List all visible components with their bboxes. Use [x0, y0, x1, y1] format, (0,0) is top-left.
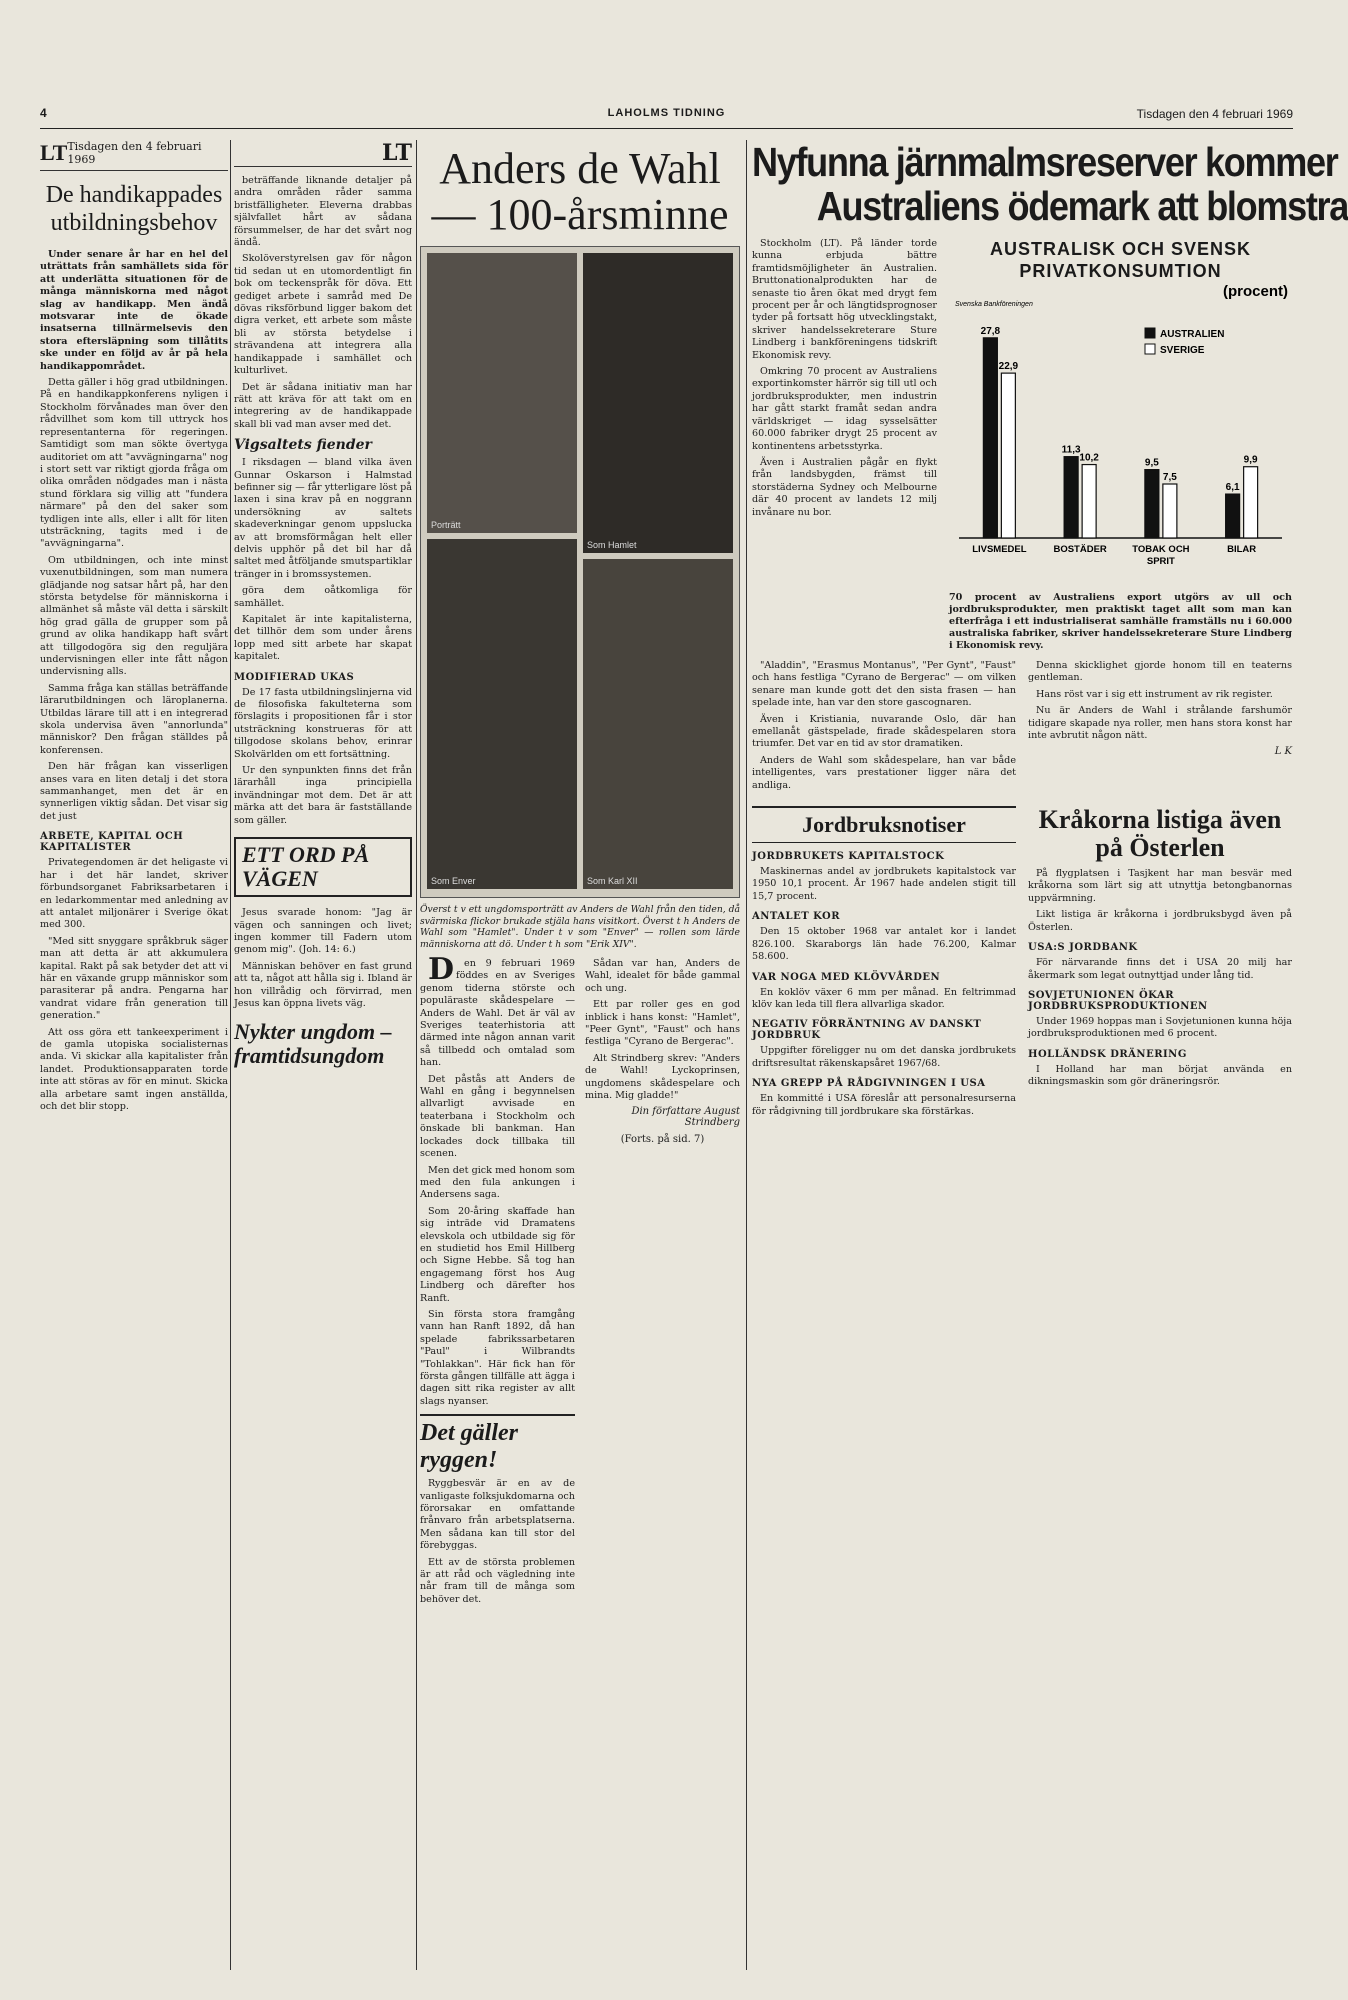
wahl-continued: "Aladdin", "Erasmus Montanus", "Per Gynt", "Faust" och hans festliga "Cyrano de Bergerac" — om vilken senare man kunde gott det den sista frasen — han spelade inte, han var den store gascognaren. [752, 660, 1016, 709]
editorial-headline: De handikappades utbildningsbehov [45, 182, 223, 236]
bar [1001, 373, 1015, 538]
chart-svg [949, 282, 1292, 582]
bar-value-label: 9,5 [1144, 457, 1159, 469]
australia-headline-2: Australiens ödemark att blomstra [816, 183, 1348, 229]
chart-caption: 70 procent av Australiens export utgörs av ull och jordbruksprodukter, men praktiskt taget allt som man kan efterfråga i ett industrialiserat samhälle framställs nu i 60.000 australiska fabriker, skriver handelssekreterare Sture Lindberg i Ekonomisk revy. [949, 592, 1292, 651]
editorial-paragraph: göra dem oåtkomliga för samhället. [234, 585, 412, 609]
bar-value-label: 27,8 [980, 325, 1001, 337]
bar [983, 338, 997, 538]
wahl-continued: Hans röst var i sig ett instrument av rik register. [1036, 688, 1273, 700]
editorial-paragraph: beträffande liknande detaljer på andra områden råder samma bristfälligheter. Eleverna drabbas självfallet hårt av sådana försummelser, de har det svårt nog ändå. [234, 175, 412, 249]
ett-ord-box: ETT ORD PÅ VÄGEN [234, 837, 412, 897]
editorial-paragraph: Det är sådana initiativ man har rätt att kräva för att takt om en integrering av de handikappade skall bli vad man avser med det. [234, 381, 412, 430]
legend-swatch [1145, 328, 1155, 338]
wahl-continued: Även i Kristiania, nuvarande Oslo, där han emellanåt gästspelade, firade skådespelaren stora triumfer. Det var en tid av stor dramatiken. [752, 713, 1016, 750]
category-label: SPRIT [1146, 556, 1175, 567]
category-label: TOBAK OCH [1132, 544, 1190, 555]
legend-label: AUSTRALIEN [1160, 329, 1225, 340]
krakor-headline: Kråkorna listiga även på Österlen [1038, 805, 1282, 863]
bar-value-label: 9,9 [1243, 454, 1258, 466]
ryggen-paragraph: Ryggbesvär är en av de vanligaste folksjukdomarna och förorsakar en omfattande frånvaro från arbetsplatserna. Men sådana kan till stor del förebyggas. [420, 1478, 575, 1552]
legend-label: SVERIGE [1160, 345, 1205, 356]
editorial-paragraph: Kapitalet är inte kapitalisterna, det tillhör dem som under årens lopp med sitt arbete har skapat kapitalet. [234, 614, 412, 663]
jordbruk-sub: NYA GREPP PÅ RÅDGIVNINGEN I USA [752, 1078, 986, 1090]
hamlet-photo [583, 253, 733, 553]
editorial-paragraph: Att oss göra ett tankeexperiment i de gamla utopiska socialisternas anda. Vi skickar alla kapitalister från landet. Produktionsapparaten torde inte att störas av för en minut. Skicka alla arbetare samt ingen anställda, och det blir stopp. [40, 1026, 228, 1112]
gäller-ryggen-box [420, 1414, 575, 1606]
jordbruk-sub: JORDBRUKETS KAPITALSTOCK [752, 851, 945, 863]
karl-photo [583, 559, 733, 889]
editorial-column [40, 140, 228, 1117]
krakor-paragraph: Likt listiga är kråkorna i jordbruksbygd även på Österlen. [1028, 909, 1292, 933]
enver-photo [427, 539, 577, 889]
australia-upper [752, 238, 1292, 652]
wahl-paragraph: Sådan var han, Anders de Wahl, idealet för både gammal och ung. [585, 958, 740, 994]
subheading-arbete: ARBETE, KAPITAL OCH KAPITALISTER [40, 831, 184, 854]
photo-label: Som Enver [431, 876, 476, 886]
jordbruk-paragraph: Uppgifter föreligger nu om det danska jordbrukets driftsresultat räkenskapsåret 1967/68. [752, 1045, 1016, 1069]
nykter-heading: Nykter ungdom – framtidsungdom [234, 1019, 392, 1069]
continued-note: (Forts. på sid. 7) [620, 1134, 705, 1146]
legend-swatch [1145, 344, 1155, 354]
paper-name: LAHOLMS TIDNING [607, 107, 726, 119]
devotional-paragraph: Människan behöver en fast grund att ta, något att hålla sig i. Ibland är hon villrådig och förvirrad, men Jesus kan öppna livets väg. [234, 960, 412, 1009]
photo-caption: Överst t v ett ungdomsporträtt av Anders de Wahl från den tiden, då svärmiska flickor brukade stjäla hans visitkort. Överst t h Anders de Wahl som "Hamlet". Under t v som "Enver" — rollen som lärde människorna att dö. Under t h som "Erik XIV". [420, 904, 740, 950]
krakor-box [1028, 806, 1292, 1122]
krakor-paragraph: För närvarande finns det i USA 20 milj har åkermark som legat outnyttjad under lång tid. [1028, 957, 1292, 981]
wahl-paragraph: Ett par roller ges en god inblick i hans konst: "Hamlet", "Peer Gynt", "Faust" och hans festliga "Cyrano de Bergerac". [585, 999, 740, 1048]
subheading-ukas: MODIFIERAD UKAS [234, 671, 355, 683]
bar-value-label: 6,1 [1225, 482, 1240, 494]
consumption-chart [949, 238, 1292, 652]
jordbruk-paragraph: En koklöv växer 6 mm per månad. En feltrimmad klöv kan leda till flera allvarliga skador. [752, 986, 1016, 1010]
column-rule [230, 140, 231, 1970]
wahl-continued: Anders de Wahl som skådespelare, han var både intelligentes, vars prestationer ligger nära det andliga. [752, 754, 1016, 791]
bar-value-label: 11,3 [1061, 444, 1081, 456]
editorial-column-2 [234, 140, 412, 1068]
jordbruk-sub: ANTALET KOR [752, 911, 841, 923]
australia-paragraph: Även i Australien pågår en flykt från landsbygden, främst till storstäderna Sydney och Melbourne där 40 procent av landets 12 milj invånare nu bor. [752, 456, 937, 518]
australia-lede-column [752, 238, 937, 652]
lk-signature: L K [1274, 746, 1292, 758]
wahl-paragraph: Det påstås att Anders de Wahl en gång i begynnelsen allvarligt avvisade en teaterbana i Stockholm och önskade bli bankman. Han lockades dock tillbaka till scenen. [420, 1073, 575, 1160]
continuation-col-a [752, 660, 1016, 796]
wahl-paragraph: Den 9 februari 1969 föddes en av Sveriges genom tiderna störste och populäraste skådespelare — Anders de Wahl. Det är väl av Sveriges teaterhistoria att därmed inte någon annan varit så tillbedd och omtalad som han. [420, 952, 575, 1069]
chart-source: Svenska Bankföreningen [955, 301, 1033, 308]
wahl-continued: Denna skicklighet gjorde honom till en teaterns gentleman. [1028, 660, 1292, 684]
wahl-article [420, 140, 740, 1610]
editorial-intro: Under senare år har en hel del uträttats från samhällets sida för att underlätta situationen för de många människorna med något slag av handikapp. Men ändå motsvarar inte de ökade insatserna tillnärmelsevis den stora eftersläpning som tillåtits ske under en följd av år på hela handikappområdet. [40, 249, 228, 372]
ryggen-headline: Det gäller ryggen! [420, 1420, 518, 1474]
editorial-paragraph: Den här frågan kan visserligen anses vara en liten detalj i det stora sammanhanget, men det är en synnerligen viktig sådan. Det visar sig det just [40, 761, 228, 822]
wahl-paragraph: Sin första stora framgång vann han Ranft 1892, då han spelade fabrikssarbetaren "Paul" i Wilbrandts "Tohlakkan". Här fick han för första gången tillfälle att ägga i dagen sitt rika register av allt slags nyanser. [420, 1308, 575, 1407]
krakor-paragraph: Under 1969 hoppas man i Sovjetunionen kunna höja jordbruksproduktionen med 6 procent. [1028, 1015, 1292, 1040]
wahl-headline: Anders de Wahl — 100-årsminne [431, 144, 729, 239]
chart-unit-label: (procent) [1223, 283, 1288, 300]
wahl-body [420, 952, 740, 1610]
jordbruk-paragraph: En kommitté i USA föreslår att personalresurserna för rådgivning till jordbrukare ska förstärkas. [752, 1093, 1016, 1117]
lt-logo: LT [40, 140, 68, 165]
category-label: BOSTÄDER [1053, 544, 1107, 555]
editorial-paragraph: Om utbildningen, och inte minst vuxenutbildningen, som man numera glädjande nog satsar hårt på, har den största betydelse för människorna i allmänhet så måste väl detta i särskilt hög grad gälla de grupper som på grund av olika handikapp haft svårt att tillgodogöra sig den reguljära undervisningen eller inte fått någon undervisning alls. [40, 554, 228, 678]
strindberg-signature: Din författare August Strindberg [631, 1106, 740, 1129]
editorial-paragraph: Samma fråga kan ställas beträffande lärarutbildningen och läroplanerna. Utbildas lärare till att i en integrerad skola undervisa även "annorlunda" människor? Den frågan ställdes på konferensen. [40, 682, 228, 756]
editorial-paragraph: Skolöverstyrelsen gav för någon tid sedan ut en utomordentligt fin bok om teckenspråk för döva. Ett gediget arbete i samråd med De dövas riksförbund ligger bakom det digra verket, ett arbete som måste bli av största betydelse i strävandena att integrera alla handikappade i samhället och kulturlivet. [234, 253, 412, 377]
lt-logo-right [234, 140, 412, 167]
jordbruk-paragraph: Maskinernas andel av jordbrukets kapitalstock var 1950 10,1 procent. År 1967 hade andelen stigit till 15,7 procent. [752, 866, 1016, 902]
jordbruk-headline: Jordbruksnotiser [752, 806, 1016, 843]
photo-collage [420, 246, 740, 898]
page-number: 4 [40, 106, 47, 120]
jordbruk-box [752, 806, 1016, 1122]
wahl-col-b [585, 958, 740, 1610]
krakor-sub: USA:S JORDBANK [1028, 942, 1138, 954]
editorial-paragraph: Detta gäller i hög grad utbildningen. På en handikappkonferens nyligen i Stockholm förvånades man över den rådvillhet som kom till uttryck hos representanterna för regeringen. Samtidigt som man sökte övertyga auditoriet om att "avvägningarna" nog i stort sett var riktigt gjorda fråga om olika områden nödgades man i nästa stund förklara sig villig att "fundera närmare" på den del saker som tydligen inte alls, eller i allt för liten utsträckning, tagits med i de "avvägningarna". [40, 377, 228, 550]
bar [1226, 494, 1240, 538]
photo-label: Som Karl XII [587, 876, 638, 886]
subheading-vigsalt: Vigsaltets fiender [234, 437, 372, 454]
jordbruk-sub: VAR NOGА MED KLÖVVÅRDEN [752, 971, 941, 983]
lt-strip [40, 140, 228, 171]
editorial-paragraph: Ur den synpunkten finns det från lärarhåll inga principiella invändningar mot dem. Det är att märka att det bara är fastställande som gäller. [234, 765, 412, 826]
jordbruk-paragraph: Den 15 oktober 1968 var antalet kor i landet 826.100. Skaraborgs län hade 76.200, Kalmar 58.600. [752, 926, 1016, 963]
krakor-paragraph: På flygplatsen i Tasjkent har man besvär med kråkorna som lärt sig att utnyttja betongbanornas uppvärmning. [1028, 868, 1292, 904]
editorial-paragraph: I riksdagen — bland vilka även Gunnar Oskarson i Halmstad befinner sig — får ytterligare löst på laxen i sina krav på en noggrann undersökning av saltets skadeverkningar genom uppslucka av att bromsförmågan helt eller delvis upphör på det bil har då saltet med åtföljande smutspartiklar tränger in i bromssystemen. [234, 457, 412, 580]
bar [1145, 470, 1159, 538]
wahl-paragraph: Men det gick med honom som med den fula ankungen i Andersens saga. [420, 1164, 575, 1201]
column-rule [746, 140, 747, 1970]
australia-headline-1: Nyfunna järnmalmsreserver kommer [752, 139, 1338, 185]
running-head [40, 104, 1293, 129]
ryggen-paragraph: Ett av de största problemen är att råd och vägledning inte når fram till de många som behöver det. [420, 1556, 575, 1605]
australia-continuation [752, 660, 1292, 796]
photo-label: Porträtt [431, 520, 461, 530]
bar [1163, 484, 1177, 538]
issue-date: Tisdagen den 4 februari 1969 [1136, 107, 1293, 121]
lt-date: Tisdagen den 4 februari 1969 [67, 140, 202, 166]
portrait-photo [427, 253, 577, 533]
krakor-paragraph: I Holland har man börjat använda en dikningsmaskin som gör dräneringsrör. [1028, 1063, 1292, 1088]
editorial-paragraph: De 17 fasta utbildningslinjerna vid de filosofiska fakulteterna som förslagits i propositionen får i stor utsträckning konstrueras för att tillgodose skolans behov, erinrar Skolvärlden om ett fortsättning. [234, 686, 412, 760]
australia-section [752, 139, 1348, 1122]
photo-label: Som Hamlet [587, 540, 637, 550]
category-label: BILAR [1227, 544, 1257, 555]
chart-title: AUSTRALISK OCH SVENSK PRIVATKONSUMTION [989, 239, 1252, 281]
wahl-paragraph: Som 20-åring skaffade han sig inträde vid Dramatens elevskola och utbildade sig för en studietid hos Emil Hillberg och Signe Hebbe. Så tog han engagemang först hos Aug Lindberg och därefter hos Ranft. [420, 1205, 575, 1304]
jordbruk-sub: NEGATIV FÖRRÄNTNING AV DANSKT JORDBRUK [752, 1019, 982, 1042]
australia-paragraph: Stockholm (LT). På länder torde kunna erbjuda bättre framtidsmöjligheter än Australien. Bruttonationalprodukten har de senaste tio åren ökat med drygt fem procent per år och längtidsprognoser tyder på fortsatt hög utvecklingstakt, skriver handelssekreterare Sture Lindberg i bankföreningens tidskrift Ekonomisk revy. [752, 238, 937, 361]
editorial-paragraph: Privategendomen är det heligaste vi har i det här landet, skriver förbundsorganet Fabriksarbetaren i en ledarkommentar med anledning av att antalet miljonärer i Sverige ökat med 300. [40, 857, 228, 931]
category-label: LIVSMEDEL [972, 544, 1027, 555]
column-rule [416, 140, 417, 1970]
bar-value-label: 7,5 [1162, 472, 1177, 483]
wahl-paragraph: Alt Strindberg skrev: "Anders de Wahl! Lyckoprinsen, ungdomens skådespelare och mina. Mig gladde!" [585, 1052, 740, 1102]
australia-paragraph: Omkring 70 procent av Australiens exportinkomster härrör sig till utl och jordbruksprodukter, men industrin har gått starkt framåt sedan andra världskriget — idag sysselsätter 60.000 fabriker drygt 25 procent av kontinentens arbetsstyrka. [752, 366, 937, 452]
wahl-continued: Nu är Anders de Wahl i strålande farshumör tidigare skapade nya roller, men hans stora konst har inte avbrutit någon nätt. [1028, 705, 1292, 742]
bar-value-label: 22,9 [998, 361, 1019, 373]
krakor-sub: HOLLÄNDSK DRÄNERING [1028, 1048, 1187, 1060]
bar [1064, 457, 1078, 538]
devotional-paragraph: Jesus svarade honom: "Jag är vägen och sanningen och livet; ingen kommer till Fadern utom genom mig". (Joh. 14: 6.) [234, 907, 412, 956]
bar [1082, 465, 1096, 538]
lt-logo: LT [381, 140, 412, 166]
bar-value-label: 10,2 [1079, 452, 1099, 464]
bar [1244, 467, 1258, 538]
editorial-paragraph: "Med sitt snyggare språkbruk säger man att detta är att akkumulera kapital. Rakt på sak betyder det att vi här en växande grupp människor som parasiterar på andra. Pengarna har vandrat vidare från generation till generation." [40, 935, 228, 1022]
agri-row [752, 806, 1292, 1122]
krakor-sub: SOVJETUNIONEN ÖKAR JORDBRUKSPRODUKTIONEN [1028, 989, 1208, 1012]
wahl-col-a [420, 952, 575, 1610]
continuation-col-b [1028, 660, 1292, 796]
